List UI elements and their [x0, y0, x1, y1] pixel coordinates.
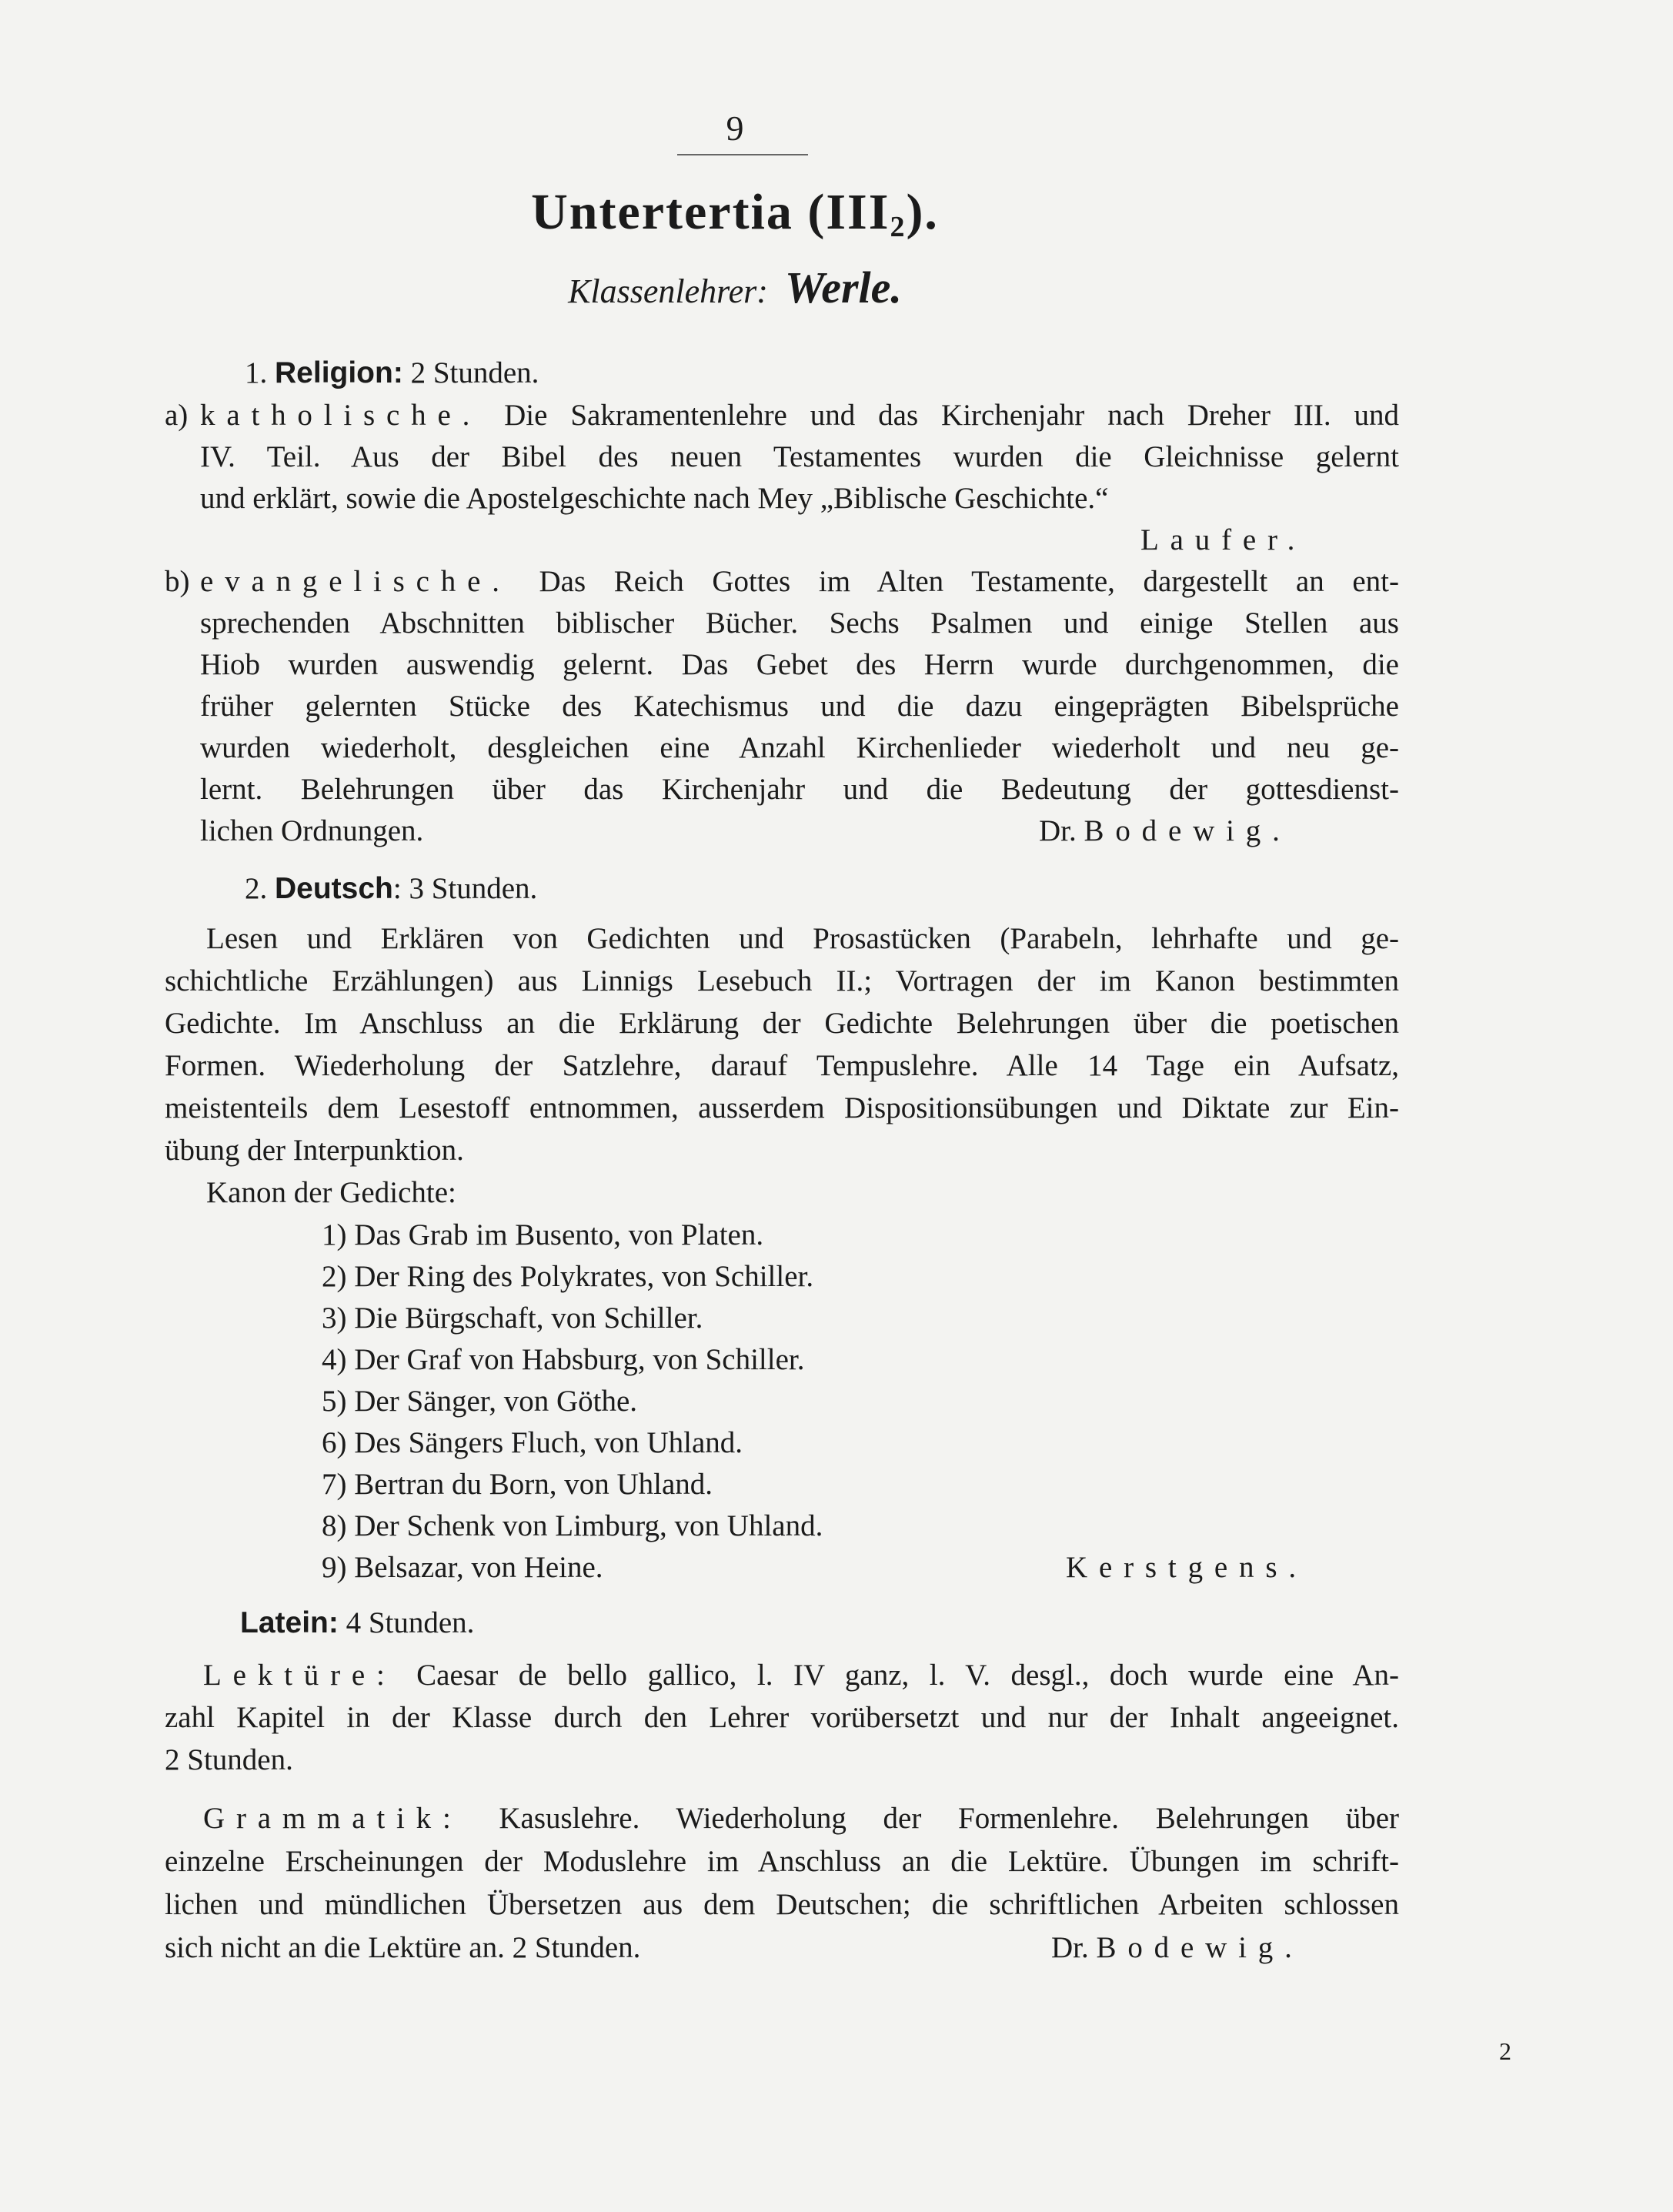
canon-heading: Kanon der Gedichte: — [206, 1176, 456, 1209]
section-heading-religion — [245, 353, 539, 394]
canon-item-number: 6) — [322, 1426, 347, 1459]
section-hours: 4 Stunden. — [346, 1606, 475, 1639]
canon-item-number: 4) — [322, 1343, 347, 1376]
latein-lekture-line: 2 Stunden. — [165, 1743, 293, 1776]
latein-grammatik-line: lichen und mündlichen Übersetzen aus dem Deutschen; die schriftlichen Arbeiten schlossen — [165, 1888, 1399, 1921]
canon-item-number: 5) — [322, 1385, 347, 1418]
class-teacher-line — [0, 262, 1470, 313]
religion-b-teacher — [1039, 810, 1291, 852]
religion-b-line: Hiob wurden auswendig gelernt. Das Gebet des Herrn wurde durchgenommen, die — [200, 648, 1399, 681]
grammatik-text: Kasuslehre. Wiederholung der Formenlehre. Belehrungen über — [499, 1802, 1399, 1835]
section-hours: : 3 Stunden. — [392, 872, 538, 905]
canon-item-text: Die Bürgschaft, von Schiller. — [354, 1301, 703, 1335]
canon-item-text: Das Grab im Busento, von Platen. — [354, 1218, 764, 1251]
religion-a-line: und erklärt, sowie die Apostelgeschichte nach Mey „Biblische Geschichte.“ — [200, 482, 1109, 515]
title-subscript: 2 — [890, 211, 907, 243]
deutsch-line: schichtliche Erzählungen) aus Linnigs Lesebuch II.; Vortragen der im Kanon bestimmten — [165, 964, 1399, 997]
religion-a-line — [200, 395, 1399, 436]
canon-item-text: Bertran du Born, von Uhland. — [354, 1468, 713, 1501]
teacher-name: Bodewig. — [1084, 814, 1291, 847]
deutsch-line: Formen. Wiederholung der Satzlehre, darauf Tempuslehre. Alle 14 Tage ein Aufsatz, — [165, 1049, 1399, 1082]
religion-b-line: früher gelernten Stücke des Katechismus und die dazu eingeprägten Bibelsprüche — [200, 690, 1399, 723]
section-number: 2. — [245, 872, 268, 905]
canon-item-text: Der Sänger, von Göthe. — [354, 1385, 638, 1418]
religion-b-line: lichen Ordnungen. — [200, 814, 424, 847]
religion-b-line — [200, 561, 1399, 603]
canon-item — [322, 1215, 763, 1256]
religion-a-line: IV. Teil. Aus der Bibel des neuen Testamentes wurden die Gleichnisse gelernt — [200, 440, 1399, 473]
religion-b-marker: b) — [165, 565, 190, 598]
grammatik-label: Grammatik: — [203, 1802, 462, 1835]
latein-grammatik-line — [203, 1798, 1399, 1839]
canon-item-text: Belsazar, von Heine. — [354, 1551, 603, 1584]
religion-b-text: Das Reich Gottes im Alten Testamente, dargestellt an ent- — [539, 565, 1400, 598]
title-main: Untertertia (III — [531, 184, 890, 240]
title-end: ). — [906, 184, 939, 240]
section-heading-latein — [240, 1602, 474, 1644]
canon-item-number: 2) — [322, 1260, 347, 1293]
canon-item-number: 7) — [322, 1468, 347, 1501]
deutsch-line: meistenteils dem Lesestoff entnommen, ausserdem Dispositionsübungen und Diktate zur Ein- — [165, 1091, 1399, 1124]
deutsch-line: übung der Interpunktion. — [165, 1134, 464, 1167]
religion-b-label: evangelische. — [200, 565, 511, 598]
canon-item-text: Der Ring des Polykrates, von Schiller. — [354, 1260, 814, 1293]
canon-item — [322, 1298, 703, 1339]
canon-item-number: 3) — [322, 1301, 347, 1335]
lekture-text: Caesar de bello gallico, l. IV ganz, l. V. desgl., doch wurde eine An- — [416, 1659, 1400, 1692]
teacher-title: Dr. — [1051, 1931, 1089, 1964]
page-title — [0, 183, 1470, 244]
teacher-name: Bodewig. — [1096, 1931, 1304, 1964]
canon-item — [322, 1547, 603, 1589]
canon-item-number: 8) — [322, 1509, 347, 1542]
canon-item — [322, 1505, 823, 1547]
canon-item — [322, 1464, 713, 1505]
section-title: Religion: — [275, 356, 403, 389]
canon-item-number: 9) — [322, 1551, 347, 1584]
page-number: 9 — [726, 109, 744, 148]
latein-teacher — [1051, 1927, 1304, 1969]
religion-b-line: lernt. Belehrungen über das Kirchenjahr und die Bedeutung der gottesdienst- — [200, 773, 1399, 806]
section-hours: 2 Stunden. — [410, 356, 539, 389]
latein-grammatik-line: einzelne Erscheinungen der Moduslehre im Anschluss an die Lektüre. Übungen im schrift- — [165, 1845, 1399, 1878]
sheet-signature: 2 — [1499, 2037, 1511, 2065]
section-heading-deutsch — [245, 868, 537, 910]
deutsch-line: Gedichte. Im Anschluss an die Erklärung der Gedichte Belehrungen über die poetischen — [165, 1007, 1399, 1040]
canon-item — [322, 1339, 805, 1381]
section-number: 1. — [245, 356, 268, 389]
canon-item-text: Der Schenk von Limburg, von Uhland. — [354, 1509, 823, 1542]
canon-item — [322, 1422, 743, 1464]
latein-lekture-line — [203, 1655, 1399, 1696]
religion-b-line: wurden wiederholt, desgleichen eine Anzahl Kirchenlieder wiederholt und neu ge- — [200, 731, 1399, 764]
religion-a-teacher: Laufer. — [1140, 523, 1307, 556]
canon-item-number: 1) — [322, 1218, 347, 1251]
class-teacher-label: Klassenlehrer: — [568, 272, 768, 310]
teacher-title: Dr. — [1039, 814, 1077, 847]
latein-grammatik-line: sich nicht an die Lektüre an. 2 Stunden. — [165, 1931, 641, 1964]
page-number-rule — [677, 154, 808, 155]
lekture-label: Lektüre: — [203, 1659, 396, 1692]
religion-a-text: Die Sakramentenlehre und das Kirchenjahr nach Dreher III. und — [504, 399, 1399, 432]
religion-b-line: sprechenden Abschnitten biblischer Bücher. Sechs Psalmen und einige Stellen aus — [200, 606, 1399, 640]
latein-lekture-line: zahl Kapitel in der Klasse durch den Lehrer vorübersetzt und nur der Inhalt angeeignet. — [165, 1701, 1399, 1734]
section-title: Latein: — [240, 1606, 339, 1639]
section-title: Deutsch — [275, 872, 393, 905]
religion-a-label: katholische. — [200, 399, 482, 432]
deutsch-teacher: Kerstgens. — [1066, 1551, 1307, 1584]
class-teacher-name: Werle. — [784, 262, 902, 312]
canon-item-text: Des Sängers Fluch, von Uhland. — [354, 1426, 743, 1459]
canon-item — [322, 1256, 813, 1298]
deutsch-line: Lesen und Erklären von Gedichten und Prosastücken (Parabeln, lehrhafte und ge- — [206, 922, 1399, 955]
religion-a-marker: a) — [165, 399, 189, 432]
canon-item-text: Der Graf von Habsburg, von Schiller. — [354, 1343, 805, 1376]
canon-item — [322, 1381, 637, 1422]
